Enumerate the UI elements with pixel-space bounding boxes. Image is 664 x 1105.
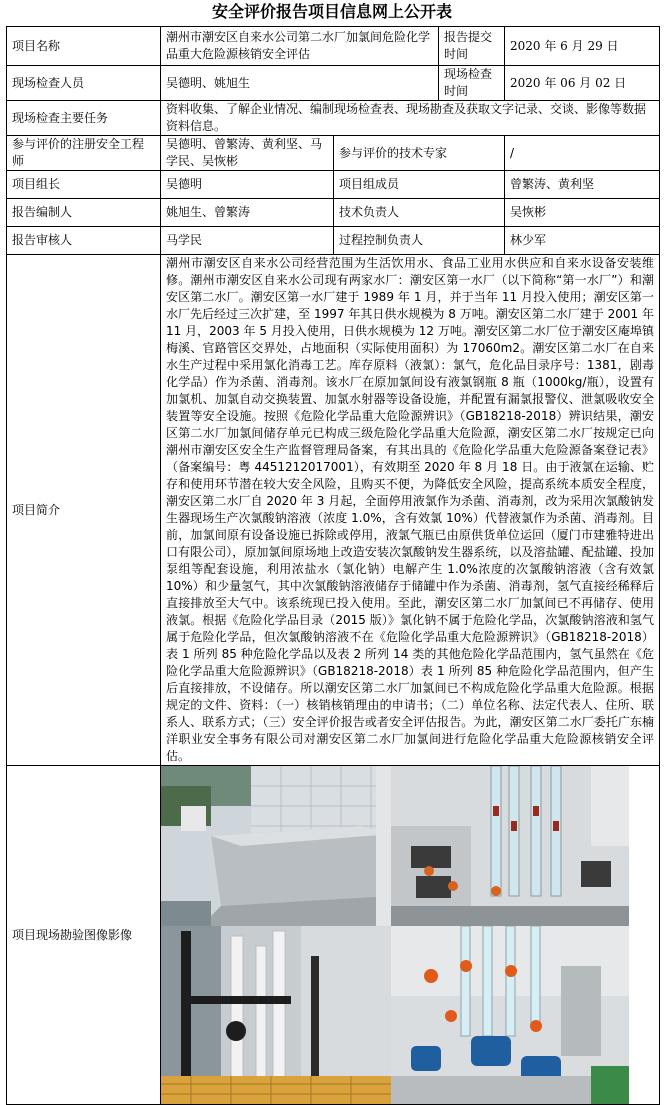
row-intro: [7, 255, 660, 766]
experts-label: 参与评价的技术专家: [334, 136, 505, 171]
intro-label: 项目简介: [7, 255, 161, 766]
submit-time-label: 报告提交时间: [439, 27, 505, 66]
photo-tank: [161, 766, 391, 926]
photo-tank-image: [161, 766, 391, 926]
reviewer-value: 马学民: [161, 227, 334, 255]
photos-cell: [161, 766, 660, 1105]
row-compiler: [7, 199, 660, 227]
compiler-value: 姚旭生、曾繁涛: [161, 199, 334, 227]
leader-value: 吴德明: [161, 171, 334, 199]
project-name-value: 潮州市潮安区自来水公司第二水厂加氯间危险化学品重大危险源核销安全评估: [161, 27, 439, 66]
process-lead-value: 林少军: [505, 227, 660, 255]
tech-lead-value: 吴恢彬: [505, 199, 660, 227]
photos-label: 项目现场勘验图像影像: [7, 766, 161, 1105]
tasks-value: 资料收集、了解企业情况、编制现场检查表、现场勘查及获取文字记录、交谈、影像等数据资料信息。: [161, 101, 660, 136]
experts-value: /: [505, 136, 660, 171]
row-photos: [7, 766, 660, 1105]
row-tasks: [7, 101, 660, 136]
project-name-label: 项目名称: [7, 27, 161, 66]
inspectors-value: 吴德明、姚旭生: [161, 66, 439, 101]
members-value: 曾繁涛、黄利坚: [505, 171, 660, 199]
tech-lead-label: 技术负责人: [334, 199, 505, 227]
photo-brine-image: [391, 926, 629, 1105]
photo-pipes: [161, 926, 391, 1105]
row-inspectors: [7, 66, 660, 101]
row-reviewer: [7, 227, 660, 255]
tasks-label: 现场检查主要任务: [7, 101, 161, 136]
photo-brine: [391, 926, 629, 1105]
info-table: [6, 26, 660, 1105]
leader-label: 项目组长: [7, 171, 161, 199]
photo-pipes-image: [161, 926, 391, 1105]
photo-dosing-image: [391, 766, 629, 926]
process-lead-label: 过程控制负责人: [334, 227, 505, 255]
photo-dosing: [391, 766, 629, 926]
engineers-label: 参与评价的注册安全工程师: [7, 136, 161, 171]
row-leader: [7, 171, 660, 199]
engineers-value: 吴德明、曾繁涛、黄利坚、马学民、吴恢彬: [161, 136, 334, 171]
row-engineers: [7, 136, 660, 171]
inspect-time-value: 2020 年 06 月 02 日: [505, 66, 660, 101]
inspect-time-label: 现场检查时间: [439, 66, 505, 101]
inspectors-label: 现场检查人员: [7, 66, 161, 101]
row-project-name: [7, 27, 660, 66]
submit-time-value: 2020 年 6 月 29 日: [505, 27, 660, 66]
compiler-label: 报告编制人: [7, 199, 161, 227]
intro-text: 潮州市潮安区自来水公司经营范围为生活饮用水、食品工业用水供应和自来水设备安装维修。潮州市潮安区自来水公司现有两家水厂：潮安区第一水厂（以下简称“第一水厂”）和潮安区第二水厂。潮安区第一水厂建于 1989 年 1 月，并于当年 11 月投入使用；潮安区第一水厂先后经过三次扩建，至 1997 年其日供水规模为 8 万吨。潮安区第二水厂建于 2001 年 11 月，2003 年 5 月投入使用，日供水规模为 12 万吨。潮安区第二水厂位于潮安区庵埠镇梅溪、官路管区交界处，占地面积（实际使用面积）为 17060m2。潮安区第二水厂在自来水生产过程中采用氯化消毒工艺。库存原料（液氯）：氯气，危化品目录序号：1381，剧毒化学品）作为杀菌、消毒剂。该水厂在原加氯间设有液氯钢瓶 8 瓶（1000kg/瓶），设置有加氯机、加氯自动交换装置、加氯水射器等设备设施，并配置有漏氯报警仪、泄氯吸收安全装置等安全设施。按照《危险化学品重大危险源辨识》（GB18218-2018）辨识结果，潮安区第二水厂加氯间储存单元已构成三级危险化学品重大危险源，潮安区第二水厂按规定已向潮州市潮安区安全生产监督管理局备案，有其出具的《危险化学品重大危险源备案登记表》（备案编号：粤 4451212017001），有效期至 2020 年 8 月 18 日。由于液氯在运输、贮存和使用环节潜在较大安全风险，且购买不便，为降低安全风险，提高系统本质安全程度，潮安区第二水厂自 2020 年 3 月起，全面停用液氯作为杀菌、消毒剂，改为采用次氯酸钠发生器现场生产次氯酸钠溶液（浓度 1.0%，含有效氯 10%）代替液氯作为杀菌、消毒剂。目前，加氯间原有设备设施已拆除或停用，液氯气瓶已由原供货单位运回（厦门市建雅特进出口有限公司），原加氯间原场地上改造安装次氯酸钠发生器系统，以及溶盐罐、配盐罐、投加泵组等配套设施，利用浓盐水（氯化钠）电解产生 1.0%浓度的次氯酸钠溶液（含有效氯 10%）和少量氢气，其中次氯酸钠溶液储存于储罐中作为杀菌、消毒剂，氢气直接经稀释后直接排放至大气中。该系统现已投入使用。至此，潮安区第二水厂加氯间已不再储存、使用液氯。根据《危险化学品目录（2015 版）》氯化钠不属于危险化学品，次氯酸钠溶液和氢气属于危险化学品，但次氯酸钠溶液不在《危险化学品重大危险源辨识》（GB18218-2018）表 1 所列 85 种危险化学品以及表 2 所列 14 类的其他危险化学品范围内，氢气虽然在《危险化学品重大危险源辨识》（GB18218-2018）表 1 所列 85 种危险化学品范围内，但产生后直接排放，不设储存。所以潮安区第二水厂加氯间已不构成危险化学品重大危险源。根据规定的文件、资料：（一）核销核销理由的申请书；（二）单位名称、法定代表人、住所、联系人、联系方式；（三）安全评价报告或者安全评估报告。为此，潮安区第二水厂委托广东楠洋职业安全事务有限公司对潮安区第二水厂加氯间进行危险化学品重大危险源核销安全评估。: [161, 255, 660, 766]
reviewer-label: 报告审核人: [7, 227, 161, 255]
members-label: 项目组成员: [334, 171, 505, 199]
page-title: 安全评价报告项目信息网上公开表: [211, 2, 452, 21]
